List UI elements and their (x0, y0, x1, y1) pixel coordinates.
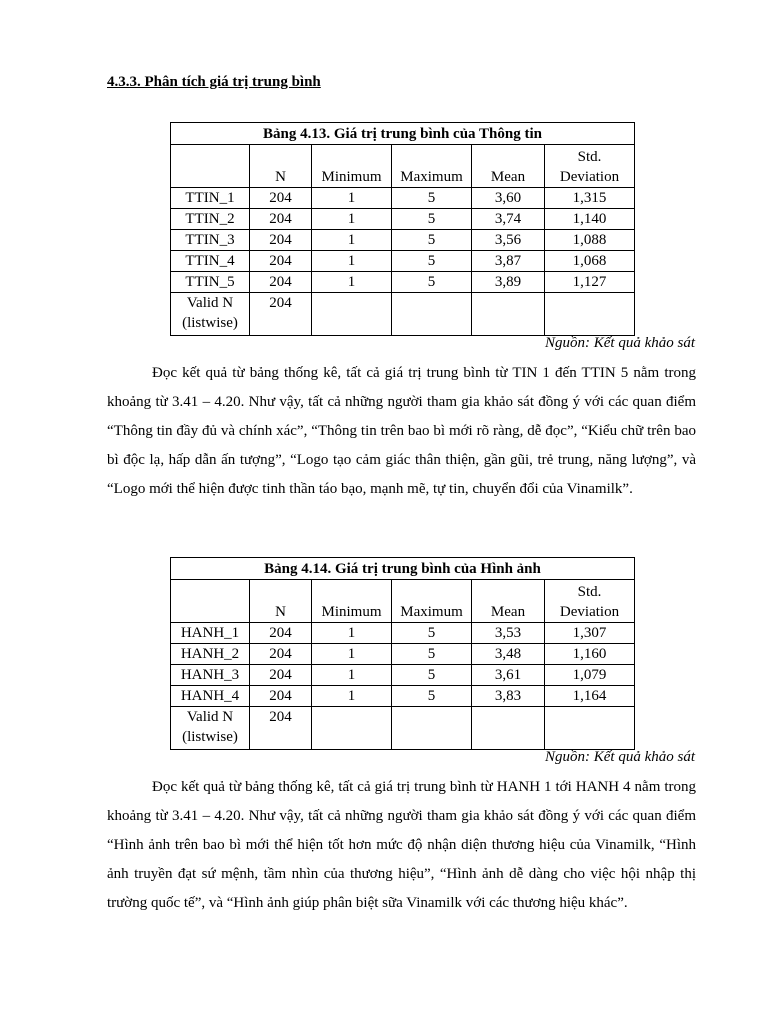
table-cell: 3,60 (472, 188, 545, 209)
column-header: N (250, 145, 312, 188)
table-cell: 3,89 (472, 272, 545, 293)
table-cell: 3,87 (472, 251, 545, 272)
table-row (171, 665, 635, 686)
table-cell: 1,088 (545, 230, 635, 251)
valid-n-row (171, 293, 635, 336)
column-header: Minimum (312, 580, 392, 623)
table-row (171, 230, 635, 251)
column-header: Maximum (392, 145, 472, 188)
table-cell: 3,56 (472, 230, 545, 251)
column-header: Std. Deviation (545, 580, 635, 623)
row-label: HANH_4 (171, 686, 250, 707)
table-cell: 1,307 (545, 623, 635, 644)
table-cell: 1 (312, 623, 392, 644)
table-row (171, 209, 635, 230)
empty-cell (472, 707, 545, 750)
table-cell: 1,079 (545, 665, 635, 686)
table-cell: 5 (392, 665, 472, 686)
stats-table-thong-tin (170, 122, 635, 336)
column-header: N (250, 580, 312, 623)
table-cell: 3,83 (472, 686, 545, 707)
table-cell: 1 (312, 188, 392, 209)
column-header: Maximum (392, 580, 472, 623)
column-header: Minimum (312, 145, 392, 188)
table-cell: 5 (392, 230, 472, 251)
table-cell: 204 (250, 209, 312, 230)
column-header: Std. Deviation (545, 145, 635, 188)
table-source-note: Nguồn: Kết quả khảo sát (545, 335, 695, 351)
row-label: TTIN_1 (171, 188, 250, 209)
table-row (171, 251, 635, 272)
table-source-note: Nguồn: Kết quả khảo sát (545, 749, 695, 765)
table-cell: 1 (312, 665, 392, 686)
empty-cell (312, 293, 392, 336)
row-label: TTIN_4 (171, 251, 250, 272)
stats-table-hinh-anh (170, 557, 635, 750)
table-row (171, 644, 635, 665)
table-cell: 1,160 (545, 644, 635, 665)
empty-cell (392, 707, 472, 750)
table-header-row (171, 580, 635, 623)
valid-n-row (171, 707, 635, 750)
table-row (171, 188, 635, 209)
table-cell: 1,127 (545, 272, 635, 293)
table-cell: 3,74 (472, 209, 545, 230)
empty-cell (545, 293, 635, 336)
column-header: Mean (472, 580, 545, 623)
table-row (171, 623, 635, 644)
table-cell: 3,61 (472, 665, 545, 686)
table-cell: 204 (250, 644, 312, 665)
empty-cell (312, 707, 392, 750)
row-label: HANH_2 (171, 644, 250, 665)
row-label: HANH_1 (171, 623, 250, 644)
table-cell: 1 (312, 686, 392, 707)
empty-cell (392, 293, 472, 336)
table-caption-row (171, 123, 635, 145)
column-header: Mean (472, 145, 545, 188)
table-cell: 1 (312, 251, 392, 272)
valid-n-value: 204 (250, 293, 312, 336)
table-cell: 5 (392, 209, 472, 230)
column-header (171, 145, 250, 188)
table-cell: 5 (392, 188, 472, 209)
table-caption: Bảng 4.14. Giá trị trung bình của Hình ảnh (171, 558, 635, 580)
table-cell: 5 (392, 272, 472, 293)
column-header (171, 580, 250, 623)
empty-cell (545, 707, 635, 750)
table-cell: 1,140 (545, 209, 635, 230)
table-cell: 204 (250, 623, 312, 644)
table-cell: 5 (392, 623, 472, 644)
table-cell: 204 (250, 188, 312, 209)
row-label: TTIN_2 (171, 209, 250, 230)
row-label: HANH_3 (171, 665, 250, 686)
analysis-paragraph: Đọc kết quả từ bảng thống kê, tất cả giá trị trung bình từ HANH 1 tới HANH 4 nằm trong khoảng từ 3.41 – 4.20. Như vậy, tất cả những người tham gia khảo sát đồng ý với các quan điểm “Hình ảnh trên bao bì mới thể hiện tốt hơn mức độ nhận diện thương hiệu của Vinamilk, “Hình ảnh truyền đạt sứ mệnh, tầm nhìn của thương hiệu”, “Hình ảnh dễ dàng cho việc hội nhập thị trường quốc tế”, và “Hình ảnh giúp phân biệt sữa Vinamilk với các thương hiệu khác”. (107, 779, 696, 911)
table-cell: 5 (392, 644, 472, 665)
table-cell: 1,315 (545, 188, 635, 209)
row-label: TTIN_3 (171, 230, 250, 251)
table-cell: 3,53 (472, 623, 545, 644)
table-cell: 204 (250, 686, 312, 707)
valid-n-label: Valid N (listwise) (171, 707, 250, 750)
table-cell: 204 (250, 665, 312, 686)
row-label: TTIN_5 (171, 272, 250, 293)
table-cell: 1,164 (545, 686, 635, 707)
table-row (171, 272, 635, 293)
table-cell: 5 (392, 251, 472, 272)
analysis-paragraph: Đọc kết quả từ bảng thống kê, tất cả giá trị trung bình từ TIN 1 đến TTIN 5 nằm trong khoảng từ 3.41 – 4.20. Như vậy, tất cả những người tham gia khảo sát đồng ý với các quan điểm “Thông tin đầy đủ và chính xác”, “Thông tin trên bao bì mới rõ ràng, dễ đọc”, “Kiểu chữ trên bao bì độc lạ, hấp dẫn ấn tượng”, “Logo tạo cảm giác thân thiện, gần gũi, trẻ trung, năng lượng”, và “Logo mới thể hiện được tinh thần táo bạo, mạnh mẽ, tự tin, chuyển đổi của Vinamilk”. (107, 365, 696, 497)
table-cell: 1,068 (545, 251, 635, 272)
table-cell: 204 (250, 230, 312, 251)
table-cell: 204 (250, 251, 312, 272)
table-cell: 1 (312, 230, 392, 251)
table-cell: 1 (312, 644, 392, 665)
section-heading: 4.3.3. Phân tích giá trị trung bình (107, 74, 321, 90)
table-caption-row (171, 558, 635, 580)
table-cell: 1 (312, 209, 392, 230)
table-header-row (171, 145, 635, 188)
table-row (171, 686, 635, 707)
empty-cell (472, 293, 545, 336)
valid-n-label: Valid N (listwise) (171, 293, 250, 336)
table-cell: 204 (250, 272, 312, 293)
table-cell: 1 (312, 272, 392, 293)
table-caption: Bảng 4.13. Giá trị trung bình của Thông tin (171, 123, 635, 145)
table-cell: 5 (392, 686, 472, 707)
valid-n-value: 204 (250, 707, 312, 750)
table-cell: 3,48 (472, 644, 545, 665)
